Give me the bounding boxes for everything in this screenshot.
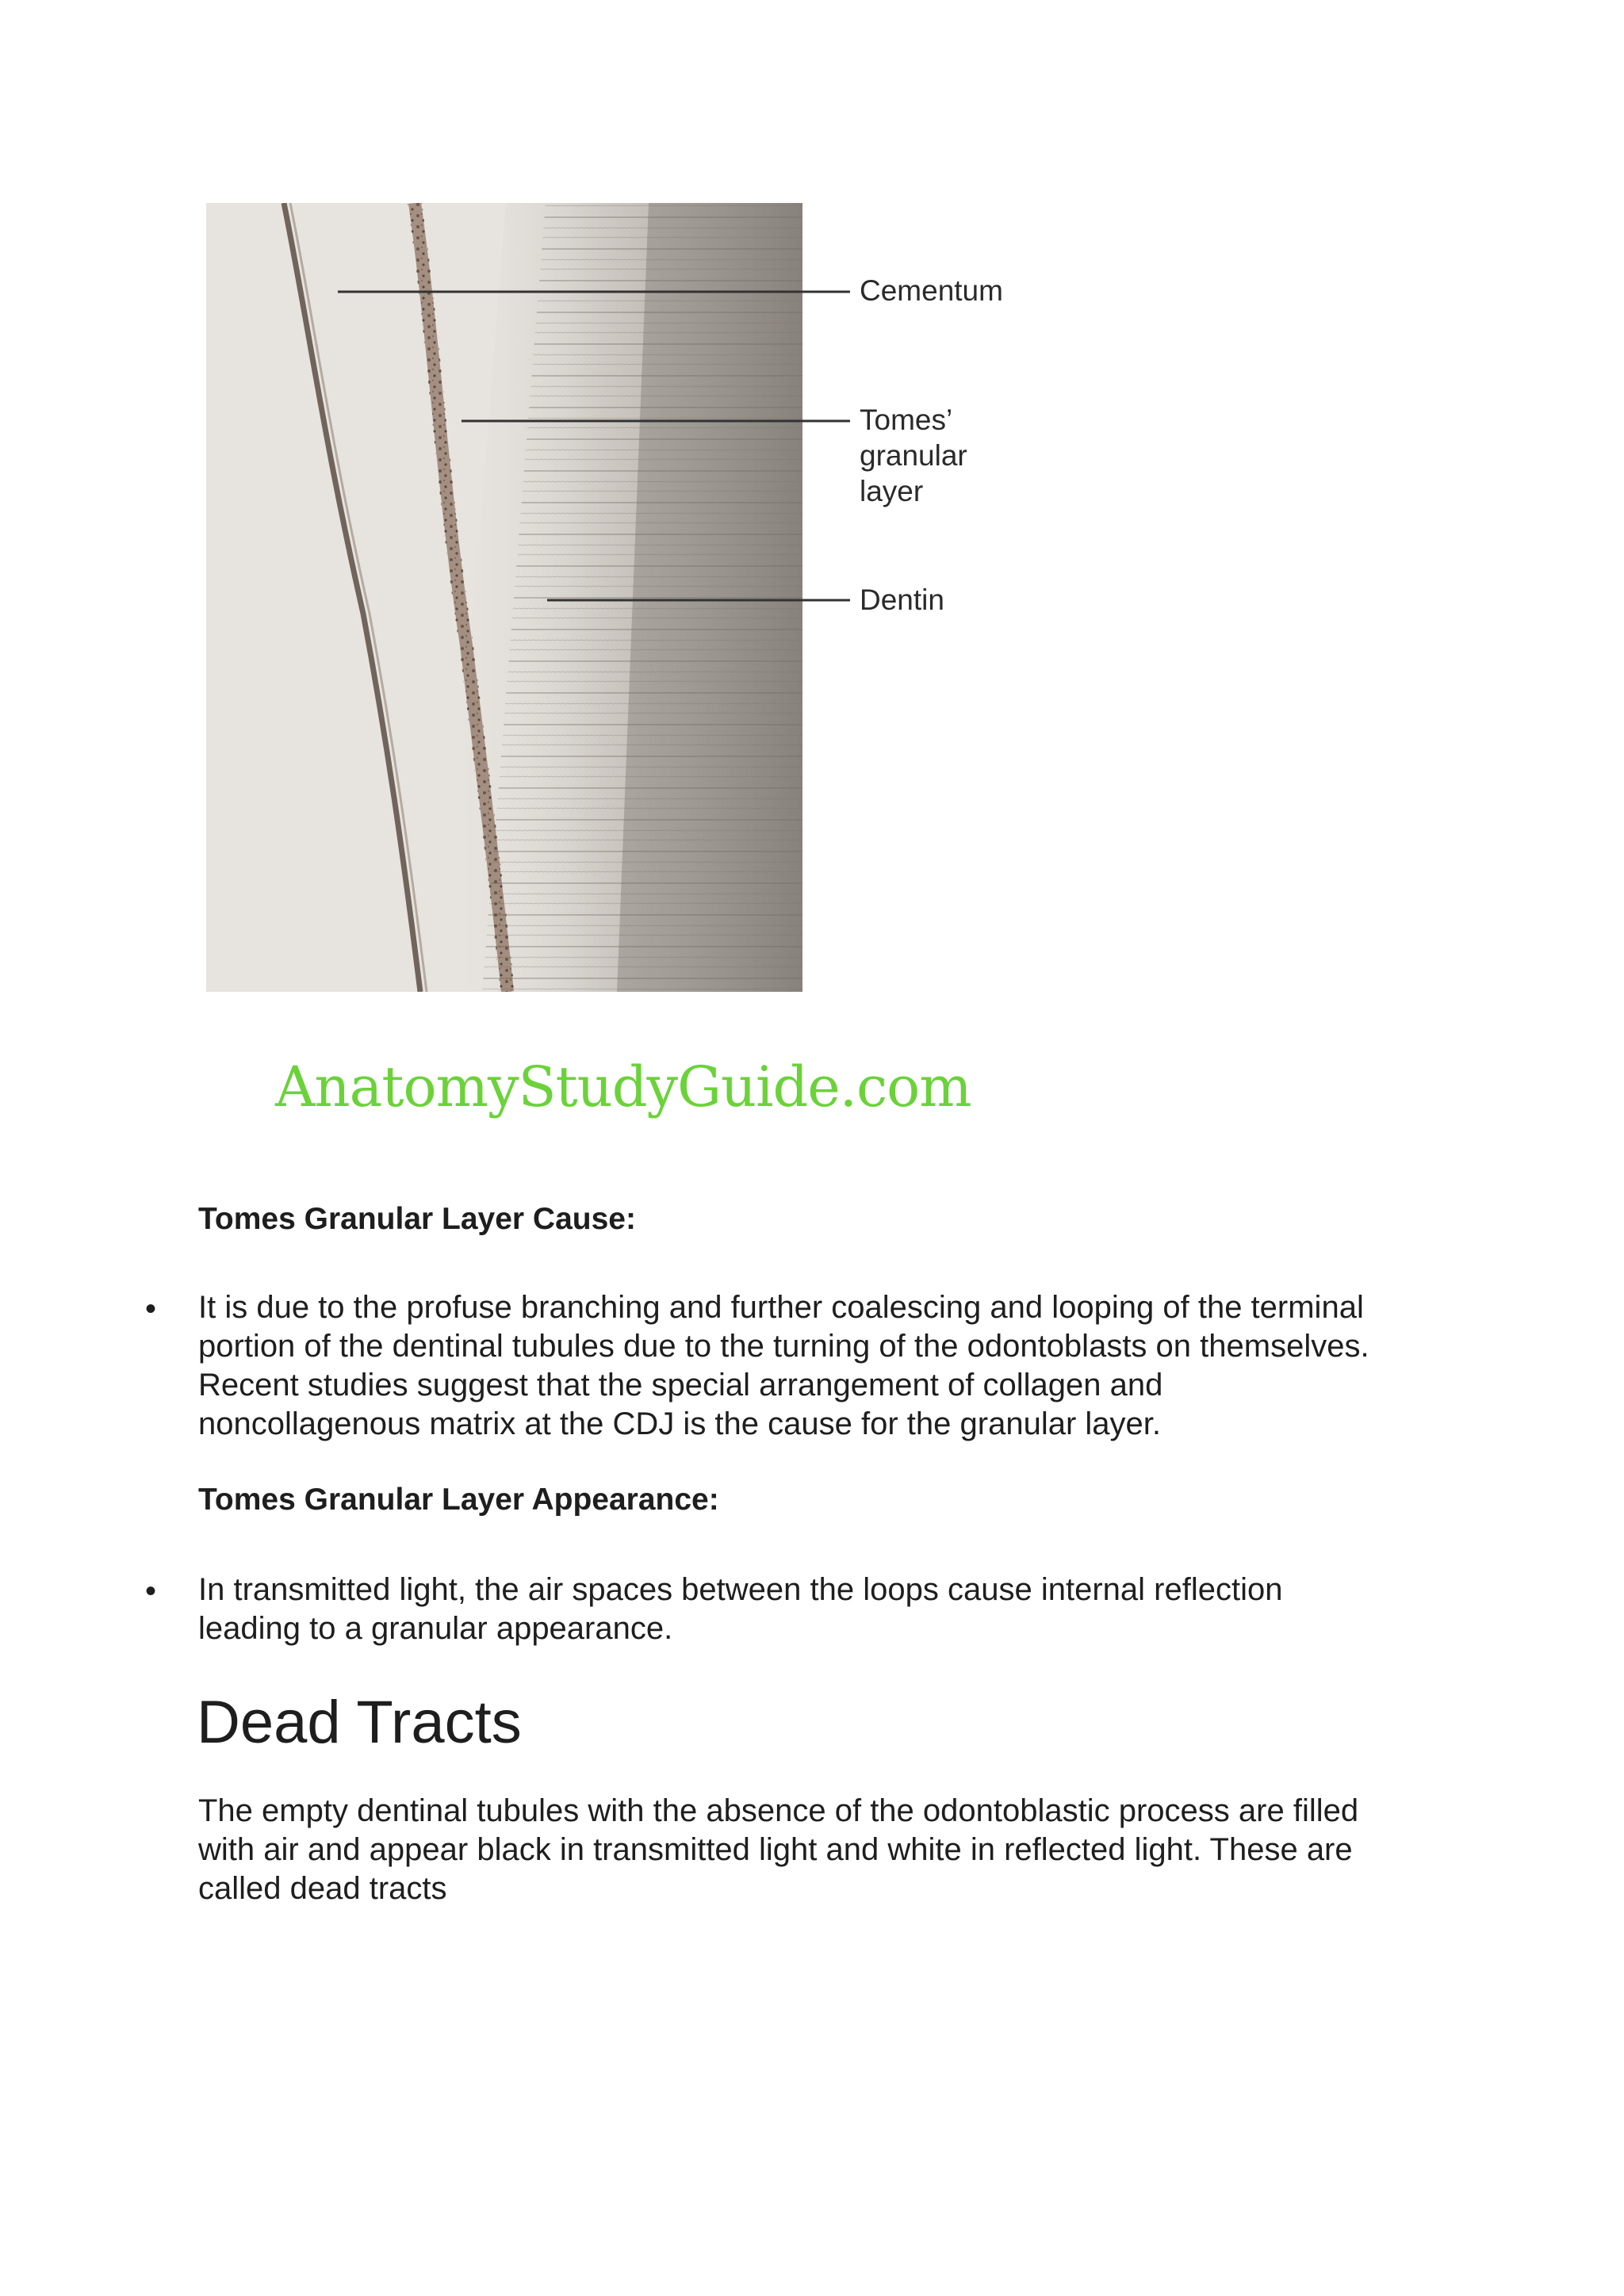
- histology-figure: [205, 201, 1037, 1002]
- micrograph-photo: [206, 203, 802, 992]
- tomes-granular-layer-label: Tomes’ granular layer: [860, 404, 967, 507]
- cause-subheading: Tomes Granular Layer Cause:: [198, 1202, 636, 1236]
- appearance-paragraph: [198, 1571, 1435, 1648]
- cause-line-2: portion of the dentinal tubules due to the turning of the odontoblasts on themselves.: [198, 1329, 1369, 1364]
- cementum-label: Cementum: [860, 274, 1003, 307]
- appearance-subheading: Tomes Granular Layer Appearance:: [198, 1483, 719, 1517]
- dead-tracts-paragraph: [198, 1792, 1435, 1908]
- cause-bullet: •: [145, 1292, 157, 1326]
- appearance-line-2: leading to a granular appearance.: [198, 1611, 673, 1646]
- cause-paragraph: [198, 1288, 1435, 1444]
- appearance-line-1: In transmitted light, the air spaces between the loops cause internal reflection: [198, 1572, 1283, 1607]
- dead-tracts-line-3: called dead tracts: [198, 1871, 447, 1906]
- cause-line-1: It is due to the profuse branching and further coalescing and looping of the terminal: [198, 1290, 1364, 1325]
- appearance-bullet: •: [145, 1574, 157, 1609]
- dead-tracts-line-2: with air and appear black in transmitted light and white in reflected light. These are: [198, 1832, 1353, 1867]
- cause-line-4: noncollagenous matrix at the CDJ is the cause for the granular layer.: [198, 1406, 1161, 1441]
- dentin-label: Dentin: [860, 584, 944, 616]
- watermark-logo: AnatomyStudyGuide.com: [275, 1054, 971, 1119]
- dead-tracts-heading: Dead Tracts: [197, 1689, 522, 1756]
- dead-tracts-line-1: The empty dentinal tubules with the absence of the odontoblastic process are filled: [198, 1793, 1359, 1828]
- cause-line-3: Recent studies suggest that the special arrangement of collagen and: [198, 1368, 1163, 1402]
